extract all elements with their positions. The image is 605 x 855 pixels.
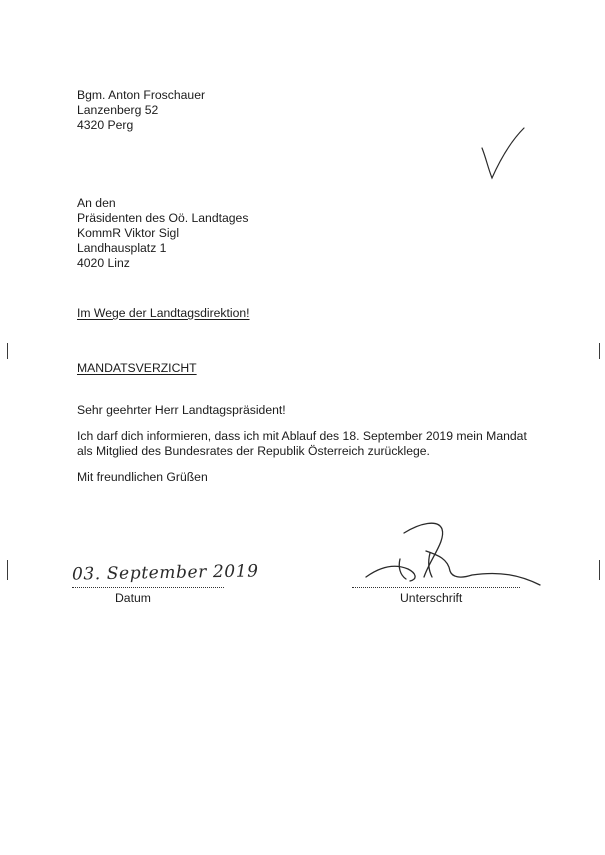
date-label: Datum <box>115 591 151 605</box>
checkmark-icon <box>478 124 528 180</box>
recipient-line-4: Landhausplatz 1 <box>77 241 167 255</box>
salutation: Sehr geehrter Herr Landtagspräsident! <box>77 403 286 417</box>
right-margin-mark-top <box>599 343 600 359</box>
left-margin-mark-top <box>7 343 8 359</box>
routing-note: Im Wege der Landtagsdirektion! <box>77 306 250 320</box>
signature-label: Unterschrift <box>400 591 463 605</box>
recipient-line-1: An den <box>77 196 116 210</box>
right-margin-mark-bottom <box>599 560 600 580</box>
left-margin-mark-bottom <box>7 560 8 580</box>
closing: Mit freundlichen Grüßen <box>77 470 208 484</box>
recipient-line-2: Präsidenten des Oö. Landtages <box>77 211 249 225</box>
body-line-1: Ich darf dich informieren, dass ich mit Ablauf des 18. September 2019 mein Mandat <box>77 429 527 443</box>
sender-city: 4320 Perg <box>77 118 134 132</box>
body-line-2: als Mitglied des Bundesrates der Republik Österreich zurücklege. <box>77 444 430 458</box>
date-dotted-line <box>72 587 224 588</box>
handwritten-signature <box>360 515 550 595</box>
sender-name: Bgm. Anton Froschauer <box>77 88 206 102</box>
sender-street: Lanzenberg 52 <box>77 103 159 117</box>
recipient-line-5: 4020 Linz <box>77 256 130 270</box>
recipient-line-3: KommR Viktor Sigl <box>77 226 180 240</box>
handwritten-date: 03. September 2019 <box>71 561 259 585</box>
signature-dotted-line <box>352 587 520 588</box>
subject-heading: MANDATSVERZICHT <box>77 361 197 375</box>
